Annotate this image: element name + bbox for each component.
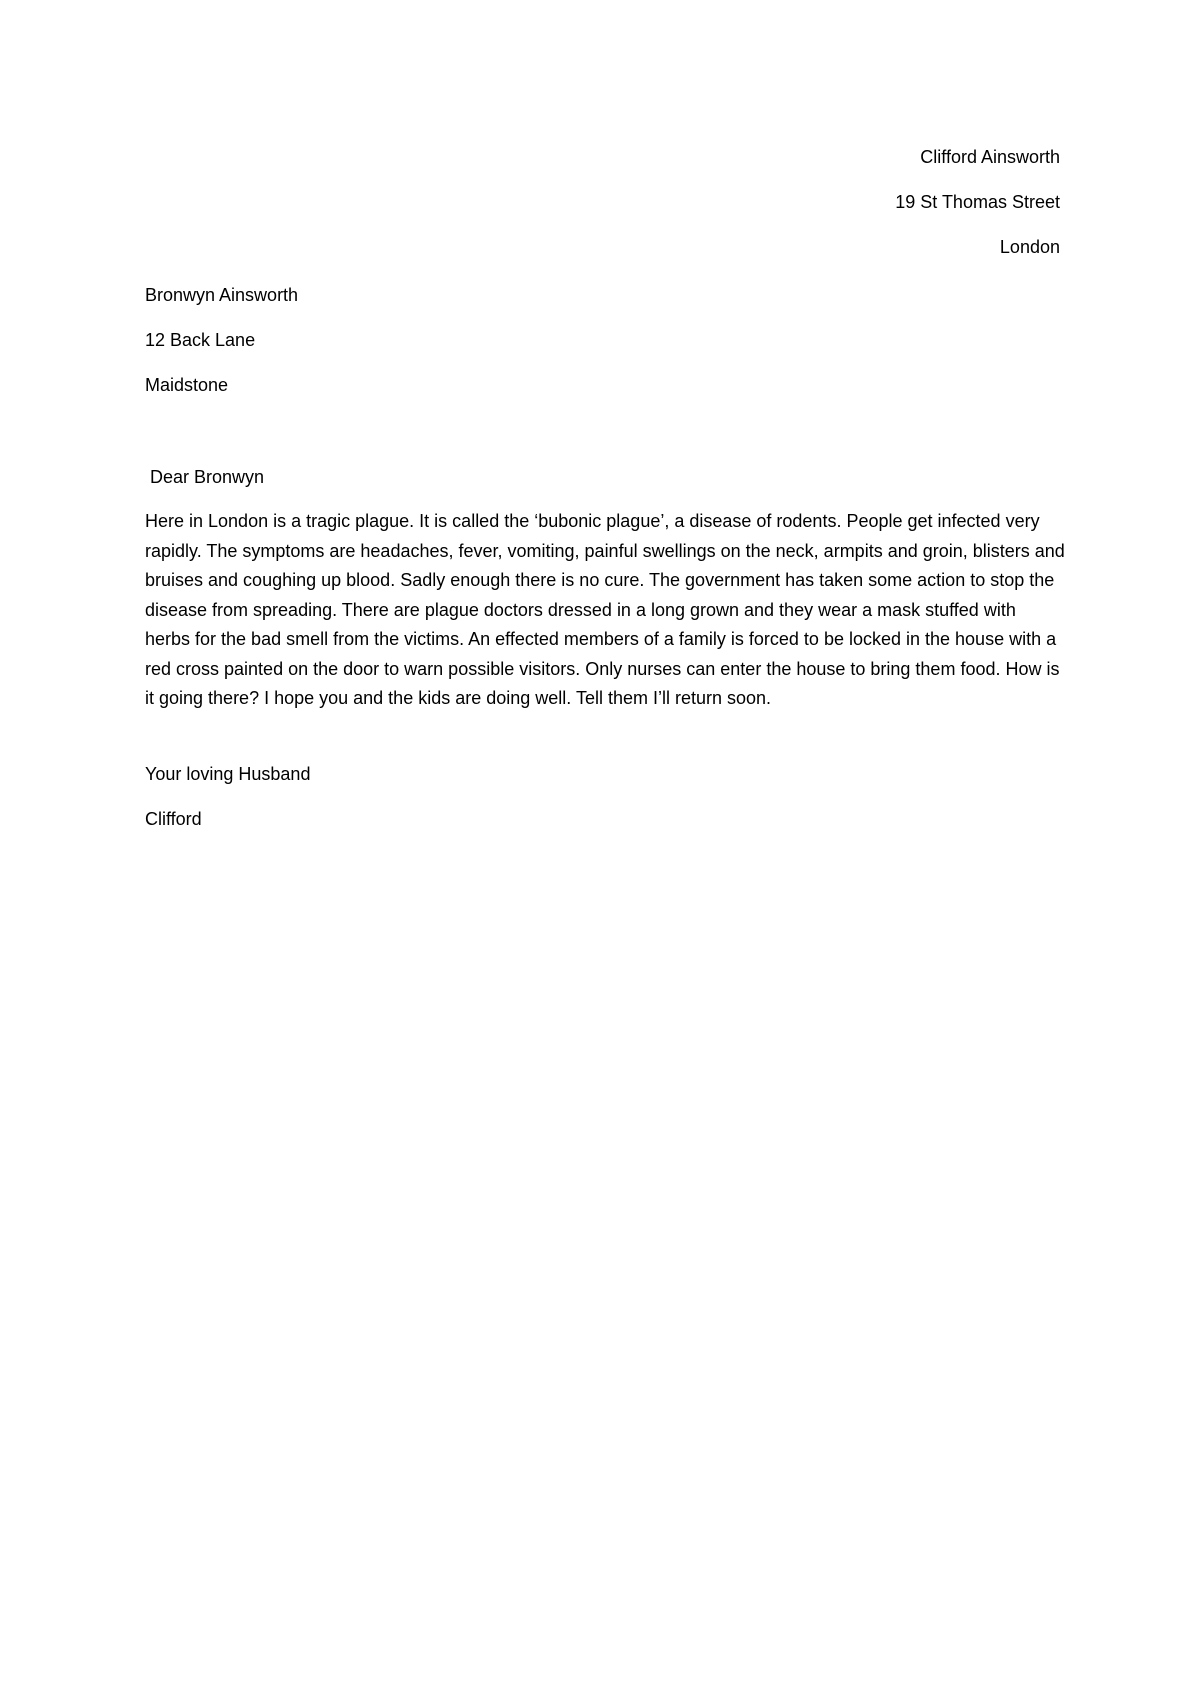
sender-name: Clifford Ainsworth xyxy=(920,147,1060,167)
recipient-street: 12 Back Lane xyxy=(145,330,256,350)
letter-closing xyxy=(145,760,310,850)
letter-greeting: Dear Bronwyn xyxy=(145,467,265,487)
sender-city: London xyxy=(999,237,1060,257)
sender-address xyxy=(895,143,1060,278)
recipient-city: Maidstone xyxy=(145,375,229,395)
sender-street: 19 St Thomas Street xyxy=(895,192,1060,212)
letter-body: Here in London is a tragic plague. It is called the ‘bubonic plague’, a disease of rodents. People get infected very rapidly. The symptoms are headaches, fever, vomiting, painful swellings on the neck, armpits and groin, blisters and bruises and coughing up blood. Sadly enough there is no cure. The government has taken some action to stop the disease from spreading. There are plague doctors dressed in a long grown and they wear a mask stuffed with herbs for the bad smell from the victims. An effected members of a family is forced to be locked in the house with a red cross painted on the door to warn possible visitors. Only nurses can enter the house to bring them food. How is it going there? I hope you and the kids are doing well. Tell them I’ll return soon. xyxy=(145,511,1065,708)
valediction: Your loving Husband xyxy=(145,764,311,784)
signature: Clifford xyxy=(145,809,202,829)
recipient-address xyxy=(145,281,298,416)
recipient-name: Bronwyn Ainsworth xyxy=(145,285,299,305)
